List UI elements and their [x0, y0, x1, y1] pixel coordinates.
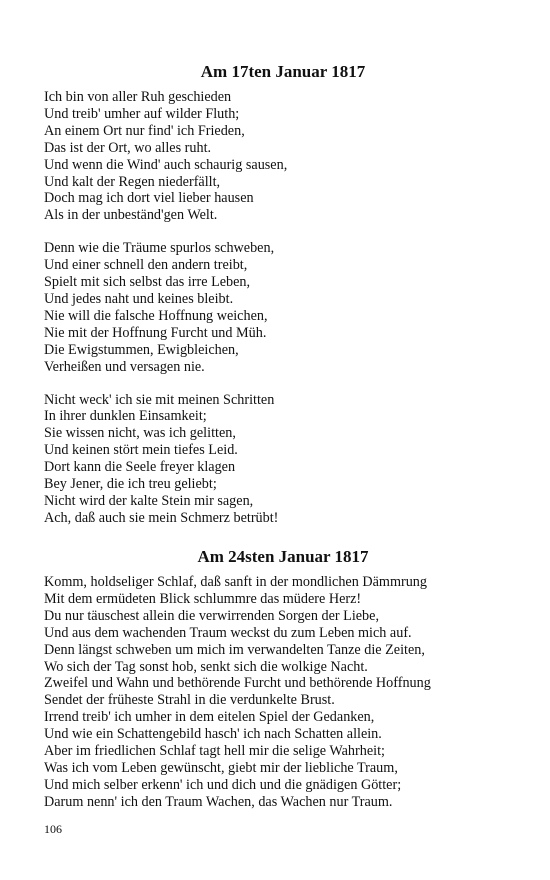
verse-line: An einem Ort nur find' ich Frieden,	[44, 122, 245, 139]
verse-line: Denn längst schweben um mich im verwandelten Tanze die Zeiten,	[44, 641, 425, 658]
verse-line: Ich bin von aller Ruh geschieden	[44, 89, 232, 105]
verse-line: In ihrer dunklen Einsamkeit;	[44, 408, 207, 425]
verse-line: Denn wie die Träume spurlos schweben,	[44, 240, 275, 257]
page-number: 106	[44, 822, 62, 836]
verse-line: Und wenn die Wind' auch schaurig sausen,	[44, 156, 288, 173]
verse-line: Aber im friedlichen Schlaf tagt hell mir die selige Wahrheit;	[44, 743, 385, 760]
verse-line: Verheißen und versagen nie.	[44, 358, 205, 375]
verse-line: Komm, holdseliger Schlaf, daß sanft in der mondlichen Dämmrung	[44, 574, 427, 590]
poem-17-januar	[44, 62, 514, 527]
verse-line: Nicht wird der kalte Stein mir sagen,	[44, 492, 254, 509]
verse-line: Irrend treib' ich umher in dem eitelen Spiel der Gedanken,	[44, 709, 375, 726]
stanza-3	[44, 392, 514, 527]
verse-line: Sendet der früheste Strahl in die verdunkelte Brust.	[44, 692, 335, 709]
verse-line: Nie will die falsche Hoffnung weichen,	[44, 307, 268, 324]
verse-line: Bey Jener, die ich treu geliebt;	[44, 476, 217, 493]
stanza-1	[44, 574, 514, 811]
poem-title: Am 24sten Januar 1817	[197, 547, 369, 566]
verse-line: Und wie ein Schattengebild hasch' ich nach Schatten allein.	[44, 726, 382, 743]
verse-line: Ach, daß auch sie mein Schmerz betrübt!	[44, 509, 279, 526]
verse-line: Und einer schnell den andern treibt,	[44, 257, 248, 274]
verse-line: Was ich vom Leben gewünscht, giebt mir der liebliche Traum,	[44, 759, 398, 776]
verse-line: Dort kann die Seele freyer klagen	[44, 459, 236, 476]
verse-line: Und kalt der Regen niederfällt,	[44, 173, 221, 190]
verse-line: Und aus dem wachenden Traum weckst du zum Leben mich auf.	[44, 624, 412, 641]
stanza-1	[44, 89, 514, 224]
verse-line: Die Ewigstummen, Ewigbleichen,	[44, 341, 239, 358]
verse-line: Und keinen stört mein tiefes Leid.	[44, 442, 238, 459]
poem-title: Am 17ten Januar 1817	[200, 62, 366, 81]
verse-line: Nicht weck' ich sie mit meinen Schritten	[44, 391, 275, 408]
verse-line: Doch mag ich dort viel lieber hausen	[44, 190, 254, 207]
verse-line: Das ist der Ort, wo alles ruht.	[44, 139, 212, 156]
verse-line: Spielt mit sich selbst das irre Leben,	[44, 274, 251, 291]
verse-line: Wo sich der Tag sonst hob, senkt sich die wolkige Nacht.	[44, 658, 368, 675]
verse-line: Nie mit der Hoffnung Furcht und Müh.	[44, 324, 267, 341]
verse-line: Und mich selber erkenn' ich und dich und die gnädigen Götter;	[44, 776, 402, 793]
verse-line: Und jedes naht und keines bleibt.	[44, 290, 234, 307]
poem-24-januar	[44, 547, 514, 811]
verse-line: Du nur täuschest allein die verwirrenden Sorgen der Liebe,	[44, 607, 379, 624]
verse-line: Sie wissen nicht, was ich gelitten,	[44, 425, 236, 442]
verse-line: Mit dem ermüdeten Blick schlummre das müdere Herz!	[44, 590, 362, 607]
verse-line: Zweifel und Wahn und bethörende Furcht und bethörende Hoffnung	[44, 675, 431, 692]
verse-line: Darum nenn' ich den Traum Wachen, das Wachen nur Traum.	[44, 793, 393, 810]
stanza-2	[44, 240, 514, 375]
verse-line: Und treib' umher auf wilder Fluth;	[44, 105, 240, 122]
verse-line: Als in der unbeständ'gen Welt.	[44, 207, 218, 224]
